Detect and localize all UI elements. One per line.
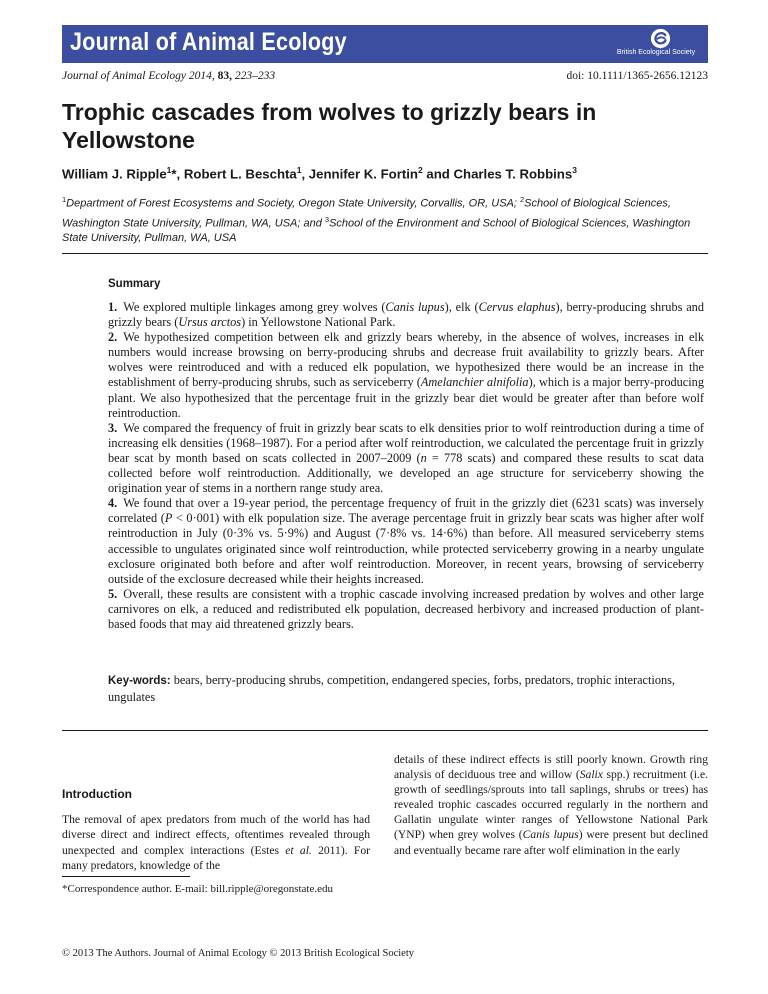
author-name[interactable]: Charles T. Robbins: [453, 166, 573, 182]
summary-text: Overall, these results are consistent with a trophic cascade involving increased predation by wolves and other large carnivores on elk, a reduced and redistributed elk population, decreased herbivory and increased production of plant-based foods that may aid threatened grizzly bears.: [108, 586, 704, 631]
summary-text: ), elk (: [444, 300, 479, 314]
summary-paragraph-2: [108, 330, 704, 421]
summary-text: < 0·001) with elk population size. The average percentage fruit in grizzly bear scats was higher after wolf reintroduction in July (0·3% vs. 5·9%) and August (7·8% vs. 14·6%) than before. All measured serviceberry stems accessible to ungulates originated since wolf reintroduction, while protected serviceberry growing in a nearby ungulate exclosure originated both before and after wolf reintroduction. Moreover, in recent years, browsing of serviceberry outside of the exclosure decreased while their heights increased.: [108, 511, 704, 586]
summary-paragraph-4: [108, 496, 704, 587]
summary-rule: [62, 730, 708, 731]
affiliation-marker: 3: [572, 165, 577, 175]
introduction-left-column: [62, 812, 370, 873]
summary-text: We compared the frequency of fruit in grizzly bear scats to elk densities prior to wolf reintroduction during a time of increasing elk densities (1968–1987). For a period after wolf reintroduction, we calculated the percentage fruit in grizzly bear scat by month based on scats collected in 2007–2009 (: [108, 420, 704, 465]
author-separator: ,: [301, 166, 309, 182]
header-rule: [62, 253, 708, 254]
journal-banner: [62, 25, 708, 63]
citation-year: 2014,: [188, 70, 215, 82]
author-name[interactable]: Robert L. Beschta: [183, 166, 297, 182]
body-text: details of these indirect effects is still poorly known. Growth ring analysis of deciduous tree and willow (: [394, 753, 708, 782]
summary-body: [108, 300, 704, 632]
correspondence-marker: *: [171, 166, 177, 182]
summary-paragraph-3: [108, 421, 704, 496]
introduction-right-column: [394, 752, 708, 858]
affiliation-text: Department of Forest Ecosystems and Society, Oregon State University, Corvallis, OR, USA;: [66, 197, 520, 210]
copyright: © 2013 The Authors. Journal of Animal Ecology © 2013 British Ecological Society: [62, 948, 415, 959]
stat-symbol: n: [420, 450, 427, 465]
species-name: Ursus arctos: [178, 315, 242, 330]
keywords: [108, 673, 704, 705]
affiliation-number: 3: [324, 214, 330, 224]
summary-text: ) in Yellowstone National Park.: [241, 315, 396, 330]
summary-number: 1.: [108, 300, 118, 314]
body-text: The removal of apex predators from much of the world has had diverse direct and indirect effects, oftentimes revealed through unexpected and complex interactions (Estes: [62, 813, 370, 857]
affiliation-text: School of the Environment and School of Biological Sciences, Washington State University, Pullman, WA, USA: [62, 217, 691, 245]
citation-pages: 223–233: [234, 70, 276, 82]
society-name: British Ecological Society: [616, 49, 696, 56]
footnote-rule: [62, 876, 190, 877]
summary-text: = 778 scats) and compared these results to scat data collected before wolf reintroduction. Additionally, we developed an age structure for serviceberry showing the origination year of stems in a northern range study area.: [108, 450, 704, 496]
summary-text: We hypothesized competition between elk and grizzly bears whereby, in the absence of wolves, increases in elk numbers would increase browsing on berry-producing shrubs and decrease fruit availability to grizzly bears. After wolves were reintroduced and with a reduced elk population, we hypothesized there would be an increase in the establishment of berry-producing shrubs, such as serviceberry (: [108, 330, 704, 390]
summary-paragraph-1: [108, 300, 704, 330]
citation-etal: et al.: [285, 843, 312, 857]
summary-text: We explored multiple linkages among grey wolves (: [123, 300, 386, 314]
summary-text: ), berry-producing shrubs and grizzly bears (: [108, 300, 704, 330]
affiliation-text: School of Biological Sciences, Washington State University, Pullman, WA, USA; and: [62, 197, 671, 230]
summary-text: ), which is a major berry-producing plant. We also hypothesized that the percentage fruit in the grizzly bear diet would be greater after than before wolf reintroduction.: [108, 375, 704, 420]
author-name[interactable]: Jennifer K. Fortin: [308, 166, 418, 182]
doi[interactable]: doi: 10.1111/1365-2656.12123: [566, 70, 708, 82]
summary-number: 2.: [108, 330, 118, 345]
body-text: 2011). For many predators, knowledge of the: [62, 843, 370, 872]
affiliation-marker: 1: [166, 165, 172, 175]
article-title: Trophic cascades from wolves to grizzly bears in Yellowstone: [62, 99, 597, 153]
author-separator: ,: [176, 166, 184, 182]
author-list: [62, 165, 712, 181]
summary-number: 5.: [108, 586, 118, 601]
author-name[interactable]: William J. Ripple: [62, 166, 167, 182]
affiliation-marker: 1: [296, 165, 302, 175]
citation-journal: Journal of Animal Ecology: [62, 70, 187, 82]
species-name: Canis lupus: [385, 300, 445, 314]
journal-banner-title: Journal of Animal Ecology: [70, 28, 347, 56]
citation: [62, 70, 275, 82]
introduction-heading: Introduction: [62, 787, 132, 801]
affiliations: [62, 192, 708, 246]
species-name: Amelanchier alnifolia: [420, 375, 529, 390]
affiliation-marker: 2: [417, 165, 423, 175]
paragraph: [62, 812, 370, 873]
summary-text: We found that over a 19-year period, the percentage frequency of fruit in the grizzly diet (6231 scats) was inversely correlated (: [108, 496, 704, 526]
affiliation-number: 2: [519, 195, 525, 204]
keywords-text: bears, berry-producing shrubs, competition, endangered species, forbs, predators, trophic interactions, ungulates: [108, 673, 675, 704]
body-text: spp.) recruitment (i.e. growth of seedlings/sprouts into tall saplings, shrubs or trees) has revealed trophic cascades occurred regularly in the northern and Gallatin ungulate winter ranges of Yellowstone National Park (YNP) when grey wolves (: [394, 768, 708, 842]
body-text: ) were present but declined and eventually became rare after wolf elimination in the early: [394, 828, 708, 857]
summary-number: 4.: [108, 496, 118, 511]
species-name: Canis lupus: [522, 828, 579, 842]
stat-symbol: P: [164, 511, 173, 526]
correspondence-footnote: *Correspondence author. E-mail: bill.ripple@oregonstate.edu: [62, 883, 333, 895]
species-name: Salix: [579, 768, 603, 782]
keywords-label: Key-words:: [108, 675, 171, 687]
summary-number: 3.: [108, 420, 118, 435]
citation-volume: 83,: [217, 70, 233, 82]
summary-heading: Summary: [108, 278, 161, 290]
author-separator: and: [422, 166, 454, 182]
affiliation-number: 1: [62, 195, 67, 204]
paragraph: [394, 752, 708, 858]
summary-paragraph-5: [108, 587, 704, 632]
species-name: Cervus elaphus: [478, 300, 556, 314]
bes-swirl-icon: [650, 28, 671, 49]
